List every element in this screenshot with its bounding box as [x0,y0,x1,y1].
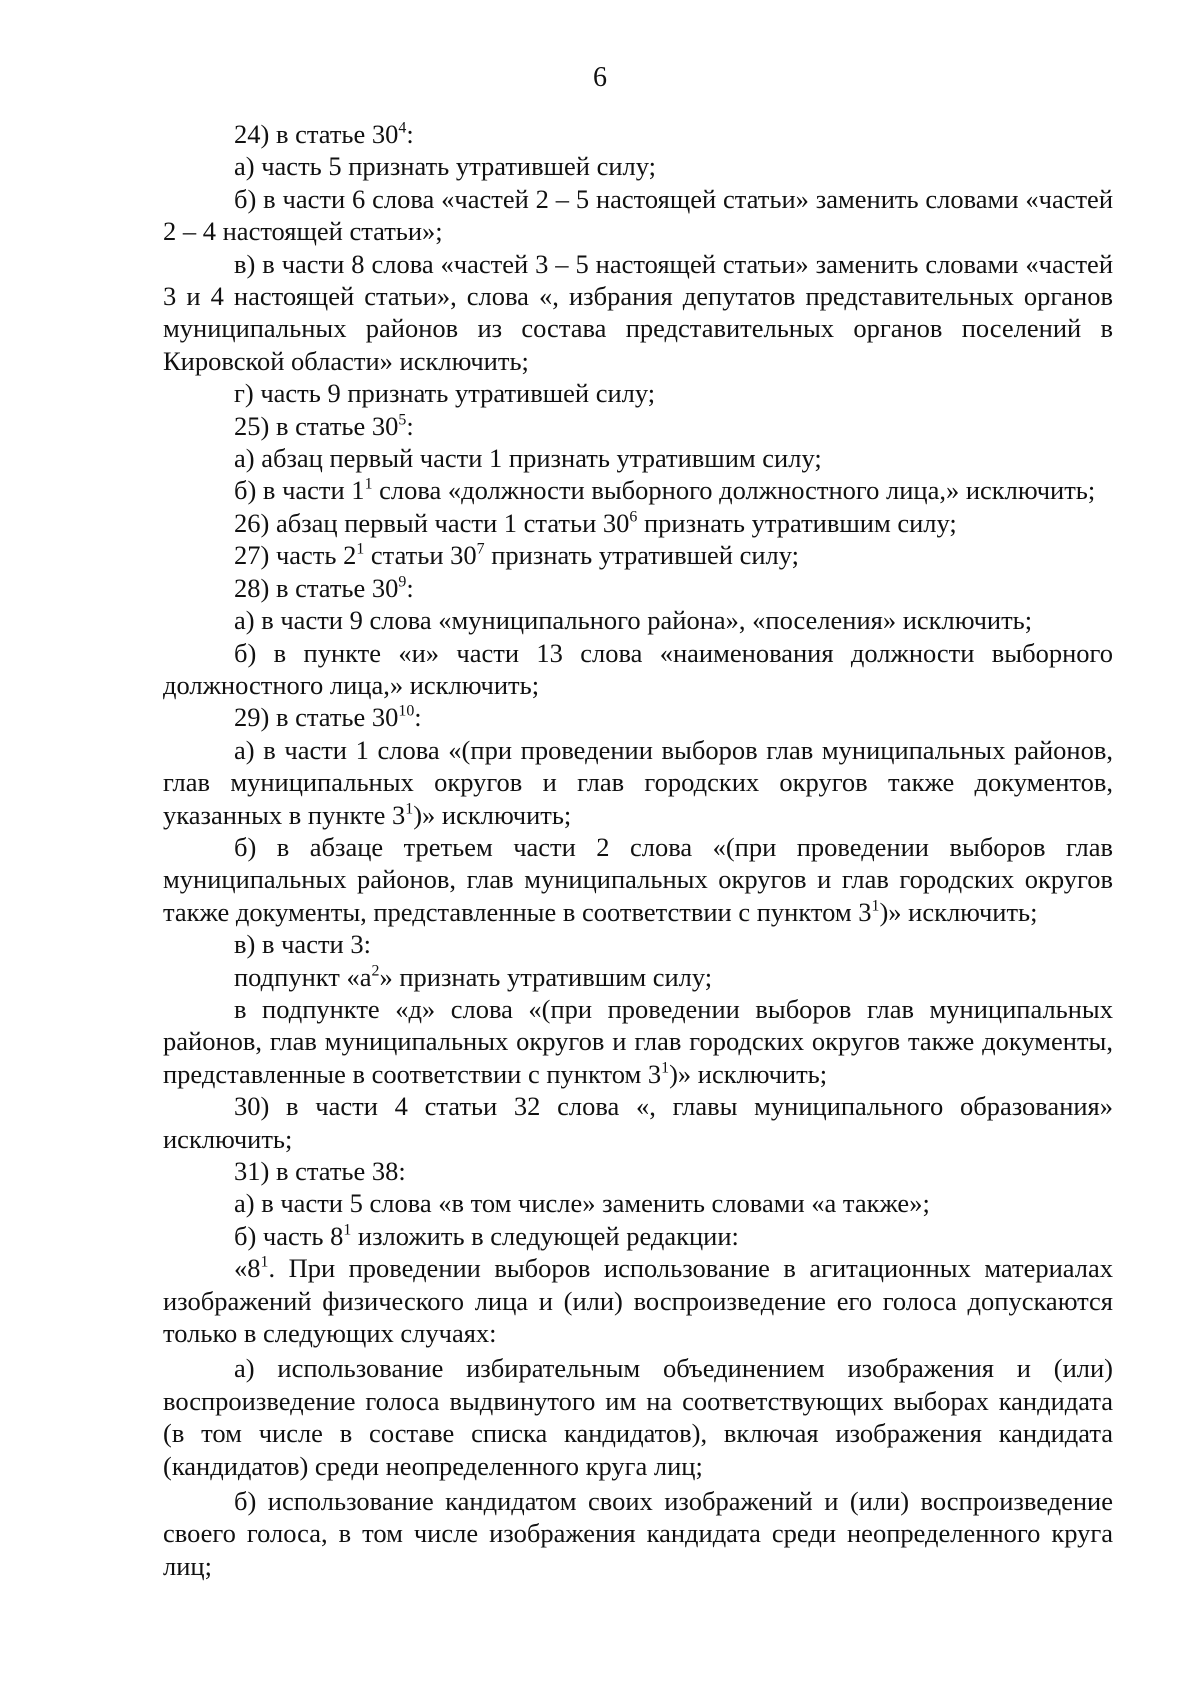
superscript: 9 [398,573,407,591]
quote-8-1 [163,1252,1113,1349]
item-29a [163,734,1113,831]
item-text: признать утратившим силу; [637,507,957,538]
item-24 [163,118,1113,150]
superscript: 1 [343,1221,352,1239]
item-28a: а) в части 9 слова «муниципального района», «поселения» исключить; [234,605,1033,636]
quote-item-a: а) использование избирательным объединением изображения и (или) воспроизведение голоса выдвинутого им на соответствующих выборах кандидата (в том числе в составе списка кандидатов), включая изображения кандидата (кандидатов) среди неопределенного круга лиц; [163,1353,1113,1481]
superscript: 2 [371,962,380,980]
item-text: признать утратившей силу; [484,540,800,571]
item-text: )» исключить; [669,1058,828,1089]
item-text: » признать утратившим силу; [379,961,713,992]
item-29v-1 [163,961,1113,993]
item-text: 29) в статье 30 [234,702,399,733]
item-24b: б) в части 6 слова «частей 2 – 5 настоящей статьи» заменить словами «частей 2 – 4 настоящей статьи»; [163,183,1113,247]
item-text: : [406,119,414,149]
item-text: изложить в следующей редакции: [351,1220,739,1251]
item-text: 26) абзац первый части 1 статьи 30 [234,507,630,538]
item-28b: б) в пункте «и» части 13 слова «наименования должности выборного должностного лица,» исключить; [163,637,1113,700]
item-text: слова «должности выборного должностного лица,» исключить; [372,475,1096,506]
item-text: «8 [234,1253,261,1284]
item-31b [163,1220,1113,1252]
item-29v-2 [163,993,1113,1090]
page-number: 6 [593,62,607,93]
superscript: 1 [260,1253,269,1271]
item-28 [163,572,1113,604]
superscript: 6 [629,508,638,526]
item-text: 24) в статье 30 [234,119,399,149]
item-25a: а) абзац первый части 1 признать утратившим силу; [234,443,822,474]
item-25 [163,410,1113,442]
item-text: б) часть 8 [234,1220,344,1251]
item-text: подпункт «а [234,961,372,992]
item-26 [163,507,1113,539]
item-30: 30) в части 4 статьи 32 слова «, главы муниципального образования» исключить; [163,1091,1113,1154]
superscript: 1 [364,476,373,494]
item-text: )» исключить; [879,896,1038,927]
item-25b [163,474,1113,506]
superscript: 5 [398,411,407,429]
item-24a: а) часть 5 признать утратившей силу; [234,151,657,182]
superscript: 1 [356,540,365,558]
item-31a: а) в части 5 слова «в том числе» заменить словами «а также»; [234,1188,930,1219]
item-text: : [414,702,422,733]
item-text: )» исключить; [413,799,572,830]
quote-item-b: б) использование кандидатом своих изображений и (или) воспроизведение своего голоса, в том числе изображения кандидата среди неопределенного круга лиц; [163,1486,1113,1581]
superscript: 1 [871,897,880,915]
item-text: : [406,410,414,441]
item-text: б) в абзаце третьем части 2 слова «(при проведении выборов глав муниципальных районов, глав муниципальных округов и глав городских округов также документы, представленные в соответствии с пунктом 3 [163,831,1113,927]
item-29v: в) в части 3: [234,929,371,960]
item-text: 28) в статье 30 [234,572,399,603]
item-text: в подпункте «д» слова «(при проведении выборов глав муниципальных районов, глав муниципальных округов и глав городских округов также документы, представленные в соответствии с пунктом 3 [163,993,1113,1089]
superscript: 1 [661,1059,670,1077]
item-24v: в) в части 8 слова «частей 3 – 5 настоящей статьи» заменить словами «частей 3 и 4 настоящей статьи», слова «, избрания депутатов представительных органов муниципальных районов из состава представительных органов поселений в Кировской области» исключить; [163,248,1113,376]
item-text: б) в части 1 [234,475,365,506]
superscript: 4 [398,119,407,137]
item-text: а) в части 1 слова «(при проведении выборов глав муниципальных районов, глав муниципальных округов и глав городских округов также документов, указанных в пункте 3 [163,734,1113,830]
item-text: статьи 30 [364,540,477,571]
superscript: 7 [476,540,485,558]
item-29b [163,831,1113,928]
superscript: 1 [405,800,414,818]
item-31: 31) в статье 38: [234,1156,406,1186]
item-text: : [406,572,414,603]
item-text: . При проведении выборов использование в агитационных материалах изображений физического лица и (или) воспроизведение его голоса допускаются только в следующих случаях: [163,1253,1113,1349]
item-24g: г) часть 9 признать утратившей силу; [234,378,656,409]
item-text: 27) часть 2 [234,540,357,571]
document-body [163,118,1113,1582]
superscript: 10 [398,702,415,720]
item-27 [163,539,1113,571]
item-29 [163,701,1113,733]
item-text: 25) в статье 30 [234,410,399,441]
